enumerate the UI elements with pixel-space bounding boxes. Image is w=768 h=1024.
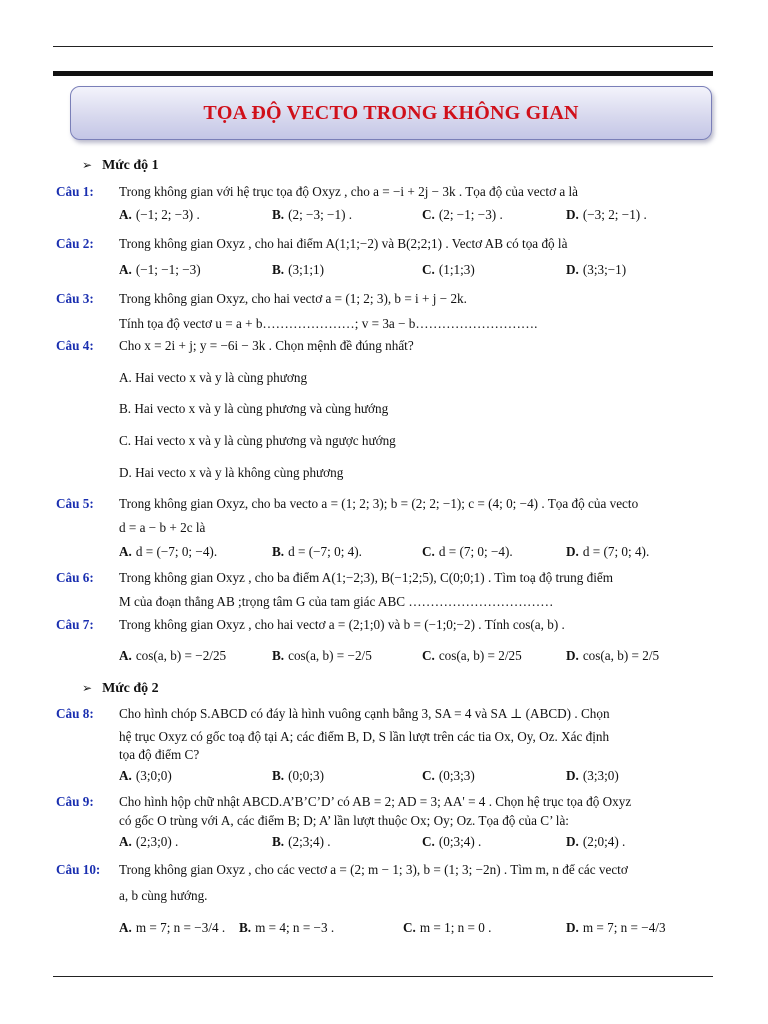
- option-d: m = 7; n = −4/3: [582, 920, 666, 935]
- question-text: Trong không gian Oxyz , cho ba điểm A(1;−2;3), B(−1;2;5), C(0;0;1) . Tìm toạ độ trung điểm: [119, 570, 613, 585]
- question-label: Câu 6:: [56, 570, 94, 585]
- question-text-line: M của đoạn thẳng AB ;trọng tâm G của tam giác ABC ……………………………: [119, 594, 554, 609]
- question-label: Câu 9:: [56, 794, 94, 809]
- option-d: (3;3;0): [582, 768, 619, 783]
- question-text-line: có gốc O trùng với A, các điểm B; D; A’ lần lượt thuộc Ox; Oy; Oz. Tọa độ của C’ là:: [119, 813, 569, 828]
- option-a: (2;3;0) .: [135, 834, 179, 849]
- option-b: (2; −3; −1) .: [288, 207, 353, 222]
- question-text: Trong không gian Oxyz , cho hai vectơ a = (2;1;0) và b = (−1;0;−2) . Tính cos(a, b) .: [119, 617, 565, 632]
- question-label: Câu 1:: [56, 184, 94, 199]
- level-1-heading: ➢ Mức độ 1: [82, 158, 159, 173]
- question-text: Trong không gian Oxyz, cho ba vecto a = (1; 2; 3); b = (2; 2; −1); c = (4; 0; −4) . Tọa độ của vecto: [119, 496, 639, 511]
- choice-b: B. Hai vecto x và y là cùng phương và cùng hướng: [119, 401, 389, 416]
- choice-c: C. Hai vecto x và y là cùng phương và ngược hướng: [119, 433, 396, 448]
- options-row: A. (3;0;0) B. (0;0;3) C. (0;3;3) D. (3;3;0): [119, 768, 619, 783]
- arrow-bullet-icon: ➢: [82, 158, 93, 172]
- option-c: (0;3;4) .: [438, 834, 482, 849]
- question-label: Câu 5:: [56, 496, 94, 511]
- option-d: (3;3;−1): [582, 262, 627, 277]
- title-banner: [70, 86, 712, 140]
- option-c: (0;3;3): [438, 768, 475, 783]
- question-label: Câu 10:: [56, 862, 101, 877]
- choice-a: A. Hai vecto x và y là cùng phương: [119, 370, 308, 385]
- options-row: A. d = (−7; 0; −4). B. d = (−7; 0; 4). C. d = (7; 0; −4). D. d = (7; 0; 4).: [119, 544, 650, 559]
- option-b: (0;0;3): [288, 768, 324, 783]
- question-text: Trong không gian với hệ trục tọa độ Oxyz , cho a = −i + 2j − 3k . Tọa độ của vectơ a là: [119, 184, 579, 199]
- question-text: Trong không gian Oxyz, cho hai vectơ a = (1; 2; 3), b = i + j − 2k.: [119, 291, 467, 306]
- option-a: (−1; −1; −3): [135, 262, 201, 277]
- question-text-line: d = a − b + 2c là: [119, 520, 206, 535]
- question-text: Trong không gian Oxyz , cho các vectơ a = (2; m − 1; 3), b = (1; 3; −2n) . Tìm m, n để các vectơ: [119, 862, 628, 877]
- option-b: cos(a, b) = −2/5: [288, 648, 372, 663]
- option-b: d = (−7; 0; 4).: [288, 544, 362, 559]
- header-rule-thick: [53, 71, 713, 76]
- arrow-bullet-icon: ➢: [82, 681, 93, 695]
- question-text: Cho x = 2i + j; y = −6i − 3k . Chọn mệnh đề đúng nhất?: [119, 338, 414, 353]
- question-text: Cho hình hộp chữ nhật ABCD.A’B’C’D’ có AB = 2; AD = 3; AA' = 4 . Chọn hệ trục tọa độ Oxyz: [119, 794, 632, 809]
- option-b: m = 4; n = −3 .: [255, 920, 335, 935]
- option-d: (2;0;4) .: [582, 834, 626, 849]
- options-row: A. cos(a, b) = −2/25 B. cos(a, b) = −2/5 C. cos(a, b) = 2/25 D. cos(a, b) = 2/5: [119, 648, 660, 663]
- option-d: (−3; 2; −1) .: [582, 207, 647, 222]
- option-d: d = (7; 0; 4).: [582, 544, 650, 559]
- question-text-line: a, b cùng hướng.: [119, 888, 208, 903]
- option-c: m = 1; n = 0 .: [419, 920, 492, 935]
- choice-d: D. Hai vecto x và y là không cùng phương: [119, 465, 344, 480]
- question-text: Cho hình chóp S.ABCD có đáy là hình vuông cạnh bằng 3, SA = 4 và SA ⊥ (ABCD) . Chọn: [119, 706, 610, 721]
- question-text-line: hệ trục Oxyz có gốc toạ độ tại A; các điểm B, D, S lần lượt trên các tia Ox, Oy, Oz. Xác định: [119, 729, 610, 744]
- options-row: A. m = 7; n = −3/4 . B. m = 4; n = −3 . C. m = 1; n = 0 . D. m = 7; n = −4/3: [119, 920, 666, 935]
- level-2-heading: ➢ Mức độ 2: [82, 681, 159, 696]
- question-text: Trong không gian Oxyz , cho hai điểm A(1;1;−2) và B(2;2;1) . Vectơ AB có tọa độ là: [119, 236, 568, 251]
- option-b: (2;3;4) .: [288, 834, 331, 849]
- header-rule-thin: [53, 46, 713, 47]
- options-row: A. (2;3;0) . B. (2;3;4) . C. (0;3;4) . D. (2;0;4) .: [119, 834, 626, 849]
- option-d: cos(a, b) = 2/5: [582, 648, 660, 663]
- option-c: d = (7; 0; −4).: [438, 544, 513, 559]
- options-row: A. (−1; 2; −3) . B. (2; −3; −1) . C. (2; −1; −3) . D. (−3; 2; −1) .: [119, 207, 647, 222]
- question-label: Câu 7:: [56, 617, 94, 632]
- option-a: m = 7; n = −3/4 .: [135, 920, 226, 935]
- option-c: cos(a, b) = 2/25: [438, 648, 522, 663]
- question-text-line: tọa độ điểm C?: [119, 747, 200, 762]
- option-c: (2; −1; −3) .: [438, 207, 503, 222]
- option-a: cos(a, b) = −2/25: [135, 648, 227, 663]
- question-label: Câu 3:: [56, 291, 94, 306]
- question-label: Câu 2:: [56, 236, 94, 251]
- question-text-line: Tính tọa độ vectơ u = a + b…………………; v = 3a − b……………………….: [119, 316, 538, 331]
- page-title: TỌA ĐỘ VECTO TRONG KHÔNG GIAN: [203, 101, 579, 124]
- question-label: Câu 8:: [56, 706, 94, 721]
- option-a: d = (−7; 0; −4).: [135, 544, 218, 559]
- option-b: (3;1;1): [288, 262, 324, 277]
- option-c: (1;1;3): [438, 262, 475, 277]
- option-a: (−1; 2; −3) .: [135, 207, 200, 222]
- question-label: Câu 4:: [56, 338, 94, 353]
- options-row: A. (−1; −1; −3) B. (3;1;1) C. (1;1;3) D. (3;3;−1): [119, 262, 627, 277]
- option-a: (3;0;0): [135, 768, 172, 783]
- footer-rule: [53, 976, 713, 977]
